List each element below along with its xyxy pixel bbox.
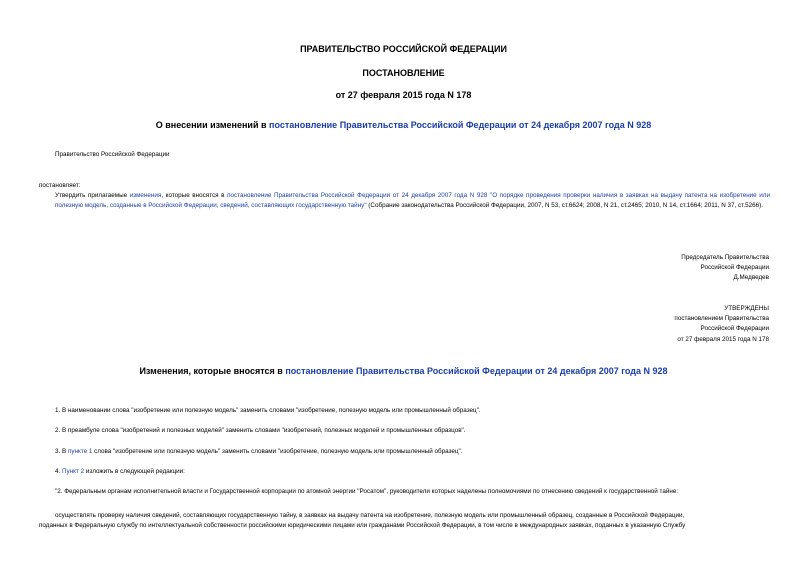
approved-block xyxy=(674,304,769,345)
p1-pre: Утвердить прилагаемые xyxy=(55,192,130,199)
document-subject xyxy=(0,120,807,130)
changes-title xyxy=(0,366,807,376)
item3-post: слова "изобретение или полезную модель" заменить словами "изобретение, полезную модель или промышленный образец". xyxy=(92,448,463,455)
change-item-1: 1. В наименовании слова "изобретение или полезную модель" заменить словами "изобретение, полезную модель или промышленный образец". xyxy=(55,407,481,414)
changes-link[interactable]: изменения xyxy=(129,192,162,199)
change-item-2: 2. В преамбуле слова "изобретений и полезных моделей" заменить словами "изобретений, полезных моделей и промышленных образцов". xyxy=(55,427,466,434)
quote-paragraph-2-line-1: осуществлять проверку наличия сведений, составляющих государственную тайну, в заявках на выдачу патента на изобретение, полезную модель или промышленный образец, созданные в Российской Федерации, xyxy=(55,512,685,519)
signature-country: Российской Федерации xyxy=(700,264,769,272)
decree-928-link[interactable]: постановление Правительства Российской Федерации от 24 декабря 2007 года N 928 "О порядке проведения проверки наличия в заявках на выдачу патента на изобретение или полезную модель, созданные в Российской Федерации, сведений, составляющих государственную тайну" xyxy=(55,192,770,210)
document-type: ПОСТАНОВЛЕНИЕ xyxy=(362,68,445,78)
item3-link[interactable]: пункте 1 xyxy=(67,448,93,455)
quote-paragraph-2-line-2: поданных в Федеральную службу по интеллектуальной собственности российскими юридическими лицами или гражданами Российской Федерации, в том числе в международных заявках, поданных в указанную Службу xyxy=(39,522,686,529)
document-date-number: от 27 февраля 2015 года N 178 xyxy=(335,90,472,100)
approved-date: от 27 февраля 2015 года N 178 xyxy=(677,335,769,343)
changes-title-link[interactable]: постановление Правительства Российской Федерации от 24 декабря 2007 года N 928 xyxy=(285,366,668,376)
item4-pre: 4. xyxy=(55,468,63,475)
approved-country: Российской Федерации xyxy=(700,325,769,333)
quote-paragraph-1: "2. Федеральным органам исполнительной власти и Государственной корпорации по атомной энергии "Росатом", руководители которых наделены полномочиями по отнесению сведений к государственной тайне: xyxy=(55,488,679,495)
signature-block xyxy=(681,253,769,284)
signature-name: Д.Медведев xyxy=(733,274,769,282)
approved-title: УТВЕРЖДЕНЫ xyxy=(724,305,769,312)
government-name: Правительство Российской Федерации xyxy=(55,151,170,158)
resolves-text: постановляет: xyxy=(39,182,81,189)
approved-by: постановлением Правительства xyxy=(674,315,769,323)
item4-link[interactable]: Пункт 2 xyxy=(62,468,85,475)
item3-pre: 3. В xyxy=(55,448,68,455)
government-title: ПРАВИТЕЛЬСТВО РОССИЙСКОЙ ФЕДЕРАЦИИ xyxy=(300,44,507,54)
p1-post: (Собрание законодательства Российской Федерации, 2007, N 53, ст.6624; 2008, N 21, ст.2465; 2010, N 14, ст.1664; 2011, N 37, ст.5266). xyxy=(366,202,763,210)
changes-title-prefix: Изменения, которые вносятся в xyxy=(139,366,286,376)
p1-mid: , которые вносятся в xyxy=(161,192,228,199)
signature-position: Председатель Правительства xyxy=(681,254,769,261)
change-item-3 xyxy=(55,447,462,457)
resolution-paragraph xyxy=(55,191,770,211)
item4-post: изложить в следующей редакции: xyxy=(84,468,185,475)
change-item-4 xyxy=(55,467,185,477)
subject-prefix: О внесении изменений в xyxy=(155,120,270,130)
subject-link[interactable]: постановление Правительства Российской Федерации от 24 декабря 2007 года N 928 xyxy=(269,120,652,130)
